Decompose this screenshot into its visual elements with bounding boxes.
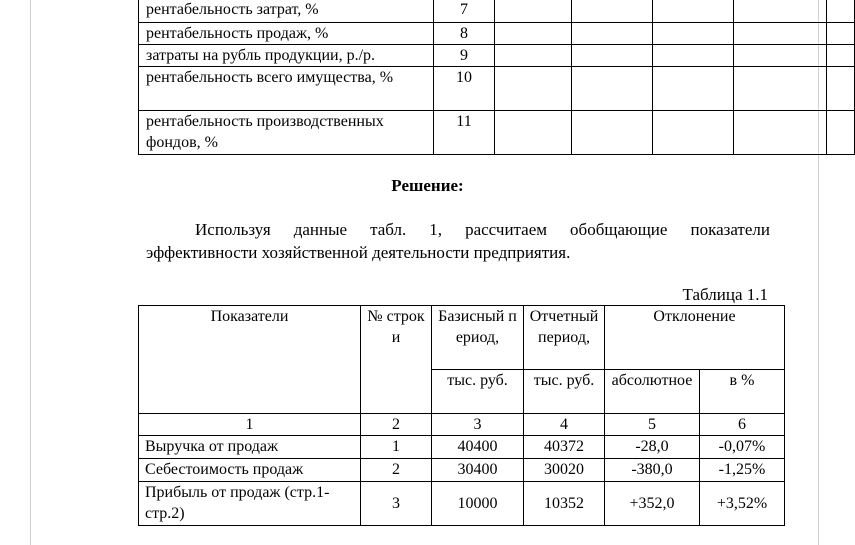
percent-deviation: -1,25% xyxy=(700,459,785,482)
table-row xyxy=(139,111,855,155)
empty-cell xyxy=(827,0,855,23)
row-number: 11 xyxy=(434,111,495,155)
row-number: 7 xyxy=(434,0,495,23)
row-name: Прибыль от продаж (стр.1-стр.2) xyxy=(139,482,361,526)
empty-cell xyxy=(734,0,827,23)
page-left-edge xyxy=(30,0,31,545)
empty-cell xyxy=(653,0,734,23)
indicator-name: рентабельность всего имущества, % xyxy=(139,67,434,111)
row-number: 9 xyxy=(434,45,495,67)
empty-cell xyxy=(572,111,653,155)
empty-cell xyxy=(653,23,734,45)
header-unit-base: тыс. руб. xyxy=(432,370,524,414)
empty-cell xyxy=(827,45,855,67)
body-paragraph: Используя данные табл. 1, рассчитаем обобщающие показатели эффективности хозяйственной деятельности предприятия. xyxy=(146,220,770,262)
report-value: 30020 xyxy=(524,459,605,482)
empty-cell xyxy=(495,111,572,155)
empty-cell xyxy=(572,0,653,23)
header-percent: в % xyxy=(700,370,785,414)
empty-cell xyxy=(827,23,855,45)
header-indicators: Показатели xyxy=(139,306,361,414)
absolute-deviation: +352,0 xyxy=(605,482,700,526)
empty-cell xyxy=(572,45,653,67)
indicator-name: рентабельность производственных фондов, % xyxy=(139,111,434,155)
table-row xyxy=(139,23,855,45)
row-number: 10 xyxy=(434,67,495,111)
table-caption: Таблица 1.1 xyxy=(682,285,768,304)
empty-cell xyxy=(734,111,827,155)
header-row-number: № строки xyxy=(361,306,432,414)
column-number-row xyxy=(139,414,785,436)
table-row xyxy=(139,482,785,526)
row-name: Себестоимость продаж xyxy=(139,459,361,482)
column-number: 2 xyxy=(361,414,432,436)
indicator-name: рентабельность затрат, % xyxy=(139,0,434,23)
absolute-deviation: -380,0 xyxy=(605,459,700,482)
row-name: Выручка от продаж xyxy=(139,436,361,459)
empty-cell xyxy=(734,23,827,45)
empty-cell xyxy=(827,67,855,111)
empty-cell xyxy=(653,45,734,67)
base-value: 10000 xyxy=(432,482,524,526)
indicator-name: затраты на рубль продукции, р./р. xyxy=(139,45,434,67)
indicators-table-top xyxy=(138,0,855,155)
column-number: 5 xyxy=(605,414,700,436)
header-row xyxy=(139,306,785,370)
absolute-deviation: -28,0 xyxy=(605,436,700,459)
base-value: 40400 xyxy=(432,436,524,459)
empty-cell xyxy=(495,0,572,23)
empty-cell xyxy=(495,45,572,67)
row-number: 8 xyxy=(434,23,495,45)
header-report-period: Отчетный период, xyxy=(524,306,605,370)
percent-deviation: -0,07% xyxy=(700,436,785,459)
header-unit-report: тыс. руб. xyxy=(524,370,605,414)
row-number: 1 xyxy=(361,436,432,459)
table-row xyxy=(139,0,855,23)
report-value: 40372 xyxy=(524,436,605,459)
table-row xyxy=(139,459,785,482)
column-number: 1 xyxy=(139,414,361,436)
percent-deviation: +3,52% xyxy=(700,482,785,526)
indicator-name: рентабельность продаж, % xyxy=(139,23,434,45)
column-number: 4 xyxy=(524,414,605,436)
column-number: 3 xyxy=(432,414,524,436)
table-row xyxy=(139,67,855,111)
row-number: 2 xyxy=(361,459,432,482)
report-value: 10352 xyxy=(524,482,605,526)
empty-cell xyxy=(827,111,855,155)
results-table xyxy=(138,305,785,526)
table-row xyxy=(139,45,855,67)
header-absolute: абсолютное xyxy=(605,370,700,414)
row-number: 3 xyxy=(361,482,432,526)
header-base-period: Базисный период, xyxy=(432,306,524,370)
empty-cell xyxy=(653,111,734,155)
header-deviation: Отклонение xyxy=(605,306,785,370)
base-value: 30400 xyxy=(432,459,524,482)
empty-cell xyxy=(734,67,827,111)
table-row xyxy=(139,436,785,459)
solution-heading: Решение: xyxy=(391,176,464,195)
empty-cell xyxy=(734,45,827,67)
empty-cell xyxy=(495,23,572,45)
empty-cell xyxy=(572,67,653,111)
empty-cell xyxy=(572,23,653,45)
empty-cell xyxy=(653,67,734,111)
column-number: 6 xyxy=(700,414,785,436)
empty-cell xyxy=(495,67,572,111)
